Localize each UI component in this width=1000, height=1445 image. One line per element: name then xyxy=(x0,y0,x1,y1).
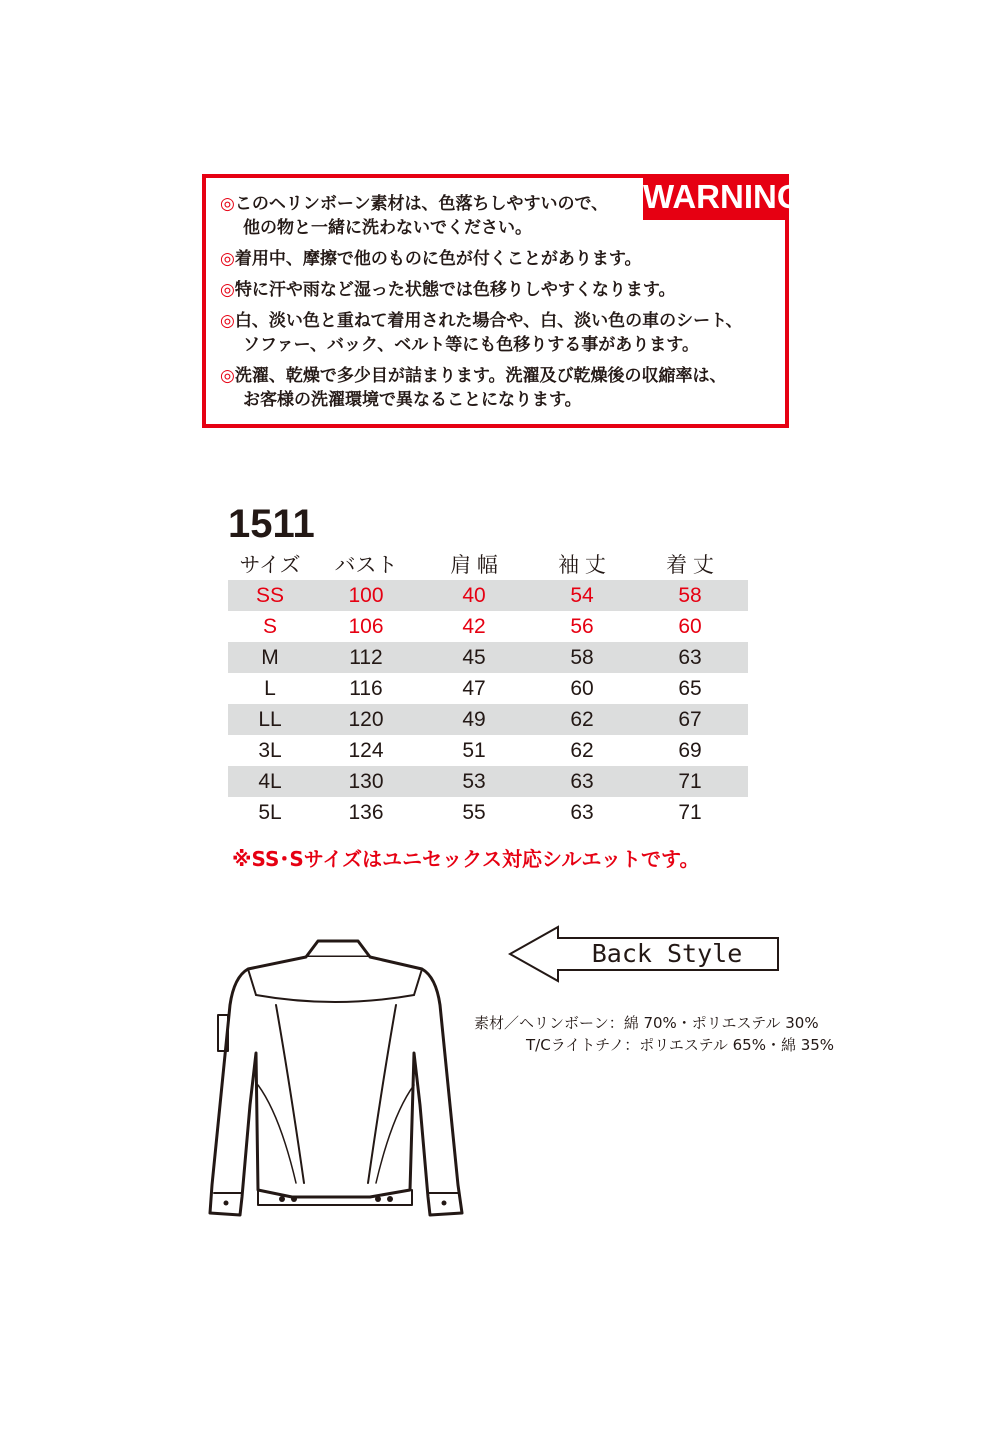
warning-text: 着用中、摩擦で他のものに色が付くことがあります。 xyxy=(234,249,642,269)
cell-shoulder: 42 xyxy=(462,614,486,638)
header-body-length: 着 丈 xyxy=(666,554,714,577)
warning-text-continued: ソファー、バック、ベルト等にも色移りする事があります。 xyxy=(243,335,699,355)
cell-sleeve: 63 xyxy=(570,769,594,793)
cell-sleeve: 60 xyxy=(570,676,594,700)
cell-size: 3L xyxy=(258,738,282,762)
cell-size: S xyxy=(262,614,277,638)
warning-badge: WARNING xyxy=(643,174,789,220)
warning-text: 白、淡い色と重ねて着用された場合や、白、淡い色の車のシート、 xyxy=(234,311,743,331)
table-row xyxy=(228,642,748,673)
header-bust: バスト xyxy=(334,554,398,577)
cell-size: SS xyxy=(255,583,284,607)
warning-item xyxy=(220,192,743,240)
warning-text-continued: 他の物と一緒に洗わないでください。 xyxy=(243,218,532,238)
cell-sleeve: 58 xyxy=(570,645,594,669)
header-sleeve-length: 袖 丈 xyxy=(558,554,606,577)
material-info xyxy=(474,1012,834,1056)
cell-length: 58 xyxy=(678,583,702,607)
model-number: 1511 xyxy=(228,502,315,546)
cell-shoulder: 40 xyxy=(462,583,486,607)
unisex-note: ※SS･Sサイズはユニセックス対応シルエットです。 xyxy=(232,847,700,871)
warning-mark: ◎ xyxy=(220,194,235,214)
cell-bust: 130 xyxy=(348,769,384,793)
table-row xyxy=(228,766,748,797)
cell-shoulder: 51 xyxy=(462,738,486,762)
cell-length: 63 xyxy=(678,645,702,669)
table-row xyxy=(228,735,748,766)
cell-shoulder: 53 xyxy=(462,769,486,793)
header-size: サイズ xyxy=(239,554,301,577)
cell-bust: 136 xyxy=(348,800,384,824)
cell-length: 60 xyxy=(678,614,702,638)
cell-sleeve: 56 xyxy=(570,614,594,638)
cell-size: LL xyxy=(258,707,282,731)
material-line-herringbone: 素材／ヘリンボーン：綿 70%・ポリエステル 30% xyxy=(474,1014,819,1032)
cell-sleeve: 62 xyxy=(570,707,594,731)
table-row xyxy=(228,704,748,735)
cell-size: 4L xyxy=(258,769,282,793)
cell-length: 69 xyxy=(678,738,702,762)
table-row xyxy=(228,580,748,611)
warning-list xyxy=(220,192,743,419)
cell-bust: 116 xyxy=(349,676,383,700)
warning-text-continued: お客様の洗濯環境で異なることになります。 xyxy=(243,390,582,410)
warning-item xyxy=(220,364,743,412)
cell-shoulder: 47 xyxy=(462,676,486,700)
warning-text: このヘリンボーン素材は、色落ちしやすいので、 xyxy=(234,194,609,214)
cell-sleeve: 62 xyxy=(570,738,594,762)
table-header xyxy=(228,548,748,580)
cell-length: 67 xyxy=(678,707,702,731)
warning-item xyxy=(220,278,743,302)
table-row xyxy=(228,611,748,642)
cell-sleeve: 54 xyxy=(570,583,594,607)
back-style-label: Back Style xyxy=(591,939,743,968)
cell-bust: 120 xyxy=(348,707,384,731)
material-line-chino: T/Cライトチノ：ポリエステル 65%・綿 35% xyxy=(526,1036,835,1054)
cell-bust: 124 xyxy=(348,738,384,762)
warning-text: 洗濯、乾燥で多少目が詰まります。洗濯及び乾燥後の収縮率は、 xyxy=(234,366,727,386)
cell-sleeve: 63 xyxy=(570,800,594,824)
jacket-back-illustration xyxy=(200,935,470,1225)
cell-size: L xyxy=(264,676,276,700)
cell-length: 71 xyxy=(678,769,702,793)
warning-mark: ◎ xyxy=(220,311,235,331)
cell-shoulder: 55 xyxy=(462,800,486,824)
warning-text: 特に汗や雨など湿った状態では色移りしやすくなります。 xyxy=(234,280,676,300)
cell-length: 65 xyxy=(678,676,702,700)
cell-bust: 100 xyxy=(348,583,384,607)
warning-item xyxy=(220,309,743,357)
header-shoulder-width: 肩 幅 xyxy=(450,554,498,577)
cell-length: 71 xyxy=(678,800,702,824)
cell-bust: 112 xyxy=(349,645,383,669)
cell-size: M xyxy=(261,645,279,669)
cell-shoulder: 49 xyxy=(462,707,486,731)
table-row xyxy=(228,673,748,704)
warning-box xyxy=(202,174,803,428)
cell-shoulder: 45 xyxy=(462,645,486,669)
cell-bust: 106 xyxy=(348,614,384,638)
cell-size: 5L xyxy=(258,800,282,824)
warning-mark: ◎ xyxy=(220,249,235,269)
warning-mark: ◎ xyxy=(220,280,235,300)
warning-mark: ◎ xyxy=(220,366,235,386)
table-row xyxy=(228,797,748,828)
size-table xyxy=(228,548,748,828)
warning-item xyxy=(220,247,743,271)
